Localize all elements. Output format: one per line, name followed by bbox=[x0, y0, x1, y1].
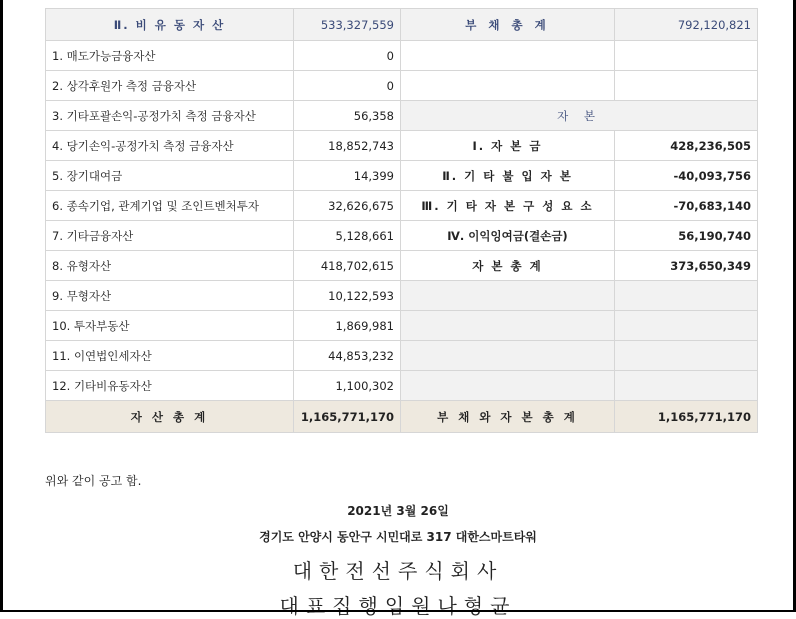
asset-value: 0 bbox=[294, 41, 401, 71]
asset-label: 8. 유형자산 bbox=[46, 251, 294, 281]
asset-value: 418,702,615 bbox=[294, 251, 401, 281]
asset-value: 14,399 bbox=[294, 161, 401, 191]
noncurrent-assets-value: 533,327,559 bbox=[294, 9, 401, 41]
header-row bbox=[46, 9, 758, 41]
table-row bbox=[46, 161, 758, 191]
noncurrent-assets-label: Ⅱ. 비 유 동 자 산 bbox=[46, 9, 294, 41]
asset-label: 9. 무형자산 bbox=[46, 281, 294, 311]
equity-value: 56,190,740 bbox=[615, 221, 758, 251]
empty-cell bbox=[615, 281, 758, 311]
asset-label: 2. 상각후원가 측정 금융자산 bbox=[46, 71, 294, 101]
equity-label: Ⅰ. 자 본 금 bbox=[401, 131, 615, 161]
asset-label: 3. 기타포괄손익-공정가치 측정 금융자산 bbox=[46, 101, 294, 131]
asset-value: 56,358 bbox=[294, 101, 401, 131]
total-liabilities-equity-value: 1,165,771,170 bbox=[615, 401, 758, 433]
table-row bbox=[46, 281, 758, 311]
total-liabilities-value: 792,120,821 bbox=[615, 9, 758, 41]
empty-cell bbox=[615, 341, 758, 371]
asset-value: 1,869,981 bbox=[294, 311, 401, 341]
total-assets-label: 자 산 총 계 bbox=[46, 401, 294, 433]
table-row bbox=[46, 131, 758, 161]
asset-value: 18,852,743 bbox=[294, 131, 401, 161]
empty-cell bbox=[615, 71, 758, 101]
total-equity-value: 373,650,349 bbox=[615, 251, 758, 281]
asset-label: 4. 당기손익-공정가치 측정 금융자산 bbox=[46, 131, 294, 161]
notice-text: 위와 같이 공고 함. bbox=[45, 474, 142, 488]
company-name: 대한전선주식회사 bbox=[292, 559, 504, 583]
table-row bbox=[46, 71, 758, 101]
table-row bbox=[46, 251, 758, 281]
total-assets-value: 1,165,771,170 bbox=[294, 401, 401, 433]
asset-value: 5,128,661 bbox=[294, 221, 401, 251]
table-row bbox=[46, 41, 758, 71]
asset-label: 12. 기타비유동자산 bbox=[46, 371, 294, 401]
table-row bbox=[46, 191, 758, 221]
total-liabilities-label: 부 채 총 계 bbox=[401, 9, 615, 41]
empty-cell bbox=[615, 311, 758, 341]
empty-cell bbox=[615, 41, 758, 71]
empty-cell bbox=[615, 371, 758, 401]
table-row bbox=[46, 101, 758, 131]
empty-cell bbox=[401, 341, 615, 371]
asset-label: 1. 매도가능금융자산 bbox=[46, 41, 294, 71]
equity-value: -70,683,140 bbox=[615, 191, 758, 221]
empty-cell bbox=[401, 281, 615, 311]
equity-section-header: 자 본 bbox=[401, 101, 758, 131]
asset-label: 7. 기타금융자산 bbox=[46, 221, 294, 251]
asset-value: 32,626,675 bbox=[294, 191, 401, 221]
equity-label: Ⅳ. 이익잉여금(결손금) bbox=[401, 221, 615, 251]
table-row bbox=[46, 311, 758, 341]
empty-cell bbox=[401, 371, 615, 401]
announcement-date: 2021년 3월 26일 bbox=[347, 504, 449, 518]
company-address: 경기도 안양시 동안구 시민대로 317 대한스마트타워 bbox=[259, 530, 537, 544]
equity-label: Ⅲ. 기 타 자 본 구 성 요 소 bbox=[401, 191, 615, 221]
asset-value: 1,100,302 bbox=[294, 371, 401, 401]
asset-label: 6. 종속기업, 관계기업 및 조인트벤처투자 bbox=[46, 191, 294, 221]
table-row bbox=[46, 371, 758, 401]
balance-sheet-table bbox=[45, 8, 758, 433]
equity-label: Ⅱ. 기 타 불 입 자 본 bbox=[401, 161, 615, 191]
empty-cell bbox=[401, 41, 615, 71]
table-row bbox=[46, 341, 758, 371]
table-row bbox=[46, 221, 758, 251]
asset-label: 5. 장기대여금 bbox=[46, 161, 294, 191]
equity-value: 428,236,505 bbox=[615, 131, 758, 161]
asset-value: 44,853,232 bbox=[294, 341, 401, 371]
total-liabilities-equity-label: 부 채 와 자 본 총 계 bbox=[401, 401, 615, 433]
asset-value: 10,122,593 bbox=[294, 281, 401, 311]
equity-value: -40,093,756 bbox=[615, 161, 758, 191]
empty-cell bbox=[401, 311, 615, 341]
asset-value: 0 bbox=[294, 71, 401, 101]
total-row bbox=[46, 401, 758, 433]
asset-label: 10. 투자부동산 bbox=[46, 311, 294, 341]
total-equity-label: 자 본 총 계 bbox=[401, 251, 615, 281]
empty-cell bbox=[401, 71, 615, 101]
asset-label: 11. 이연법인세자산 bbox=[46, 341, 294, 371]
ceo-name: 대표집행임원나형균 bbox=[279, 594, 517, 618]
